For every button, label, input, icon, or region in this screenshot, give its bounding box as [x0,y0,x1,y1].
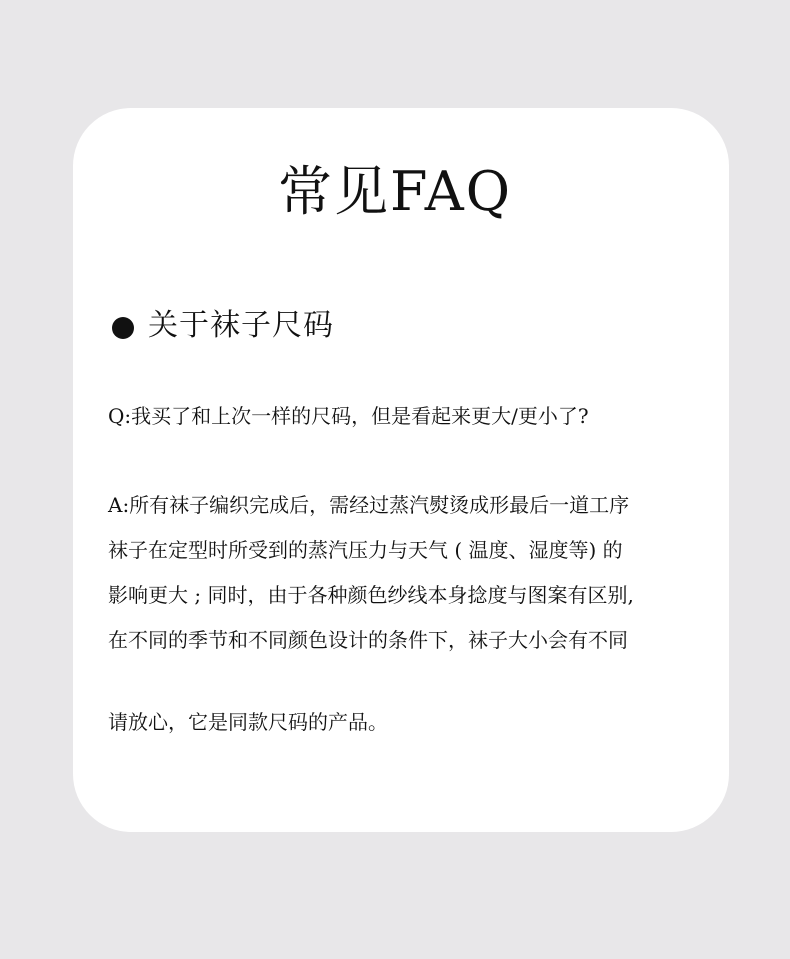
page-title: 常见FAQ [277,160,513,223]
faq-question: Q:我买了和上次一样的尺码，但是看起来更大/更小了? [108,404,589,428]
faq-answer-line: A:所有袜子编织完成后，需经过蒸汽熨烫成形最后一道工序 [108,493,630,517]
faq-answer-line: 影响更大 ; 同时，由于各种颜色纱线本身捻度与图案有区别, [108,583,634,607]
section-title: 关于袜子尺码 [148,308,334,343]
faq-answer-line: 在不同的季节和不同颜色设计的条件下，袜子大小会有不同 [108,628,628,652]
filled-circle-icon [112,317,134,339]
faq-answer-line: 袜子在定型时所受到的蒸汽压力与天气 ( 温度、湿度等) 的 [108,538,623,562]
section-header [112,306,334,346]
faq-note: 请放心，它是同款尺码的产品。 [108,710,388,734]
